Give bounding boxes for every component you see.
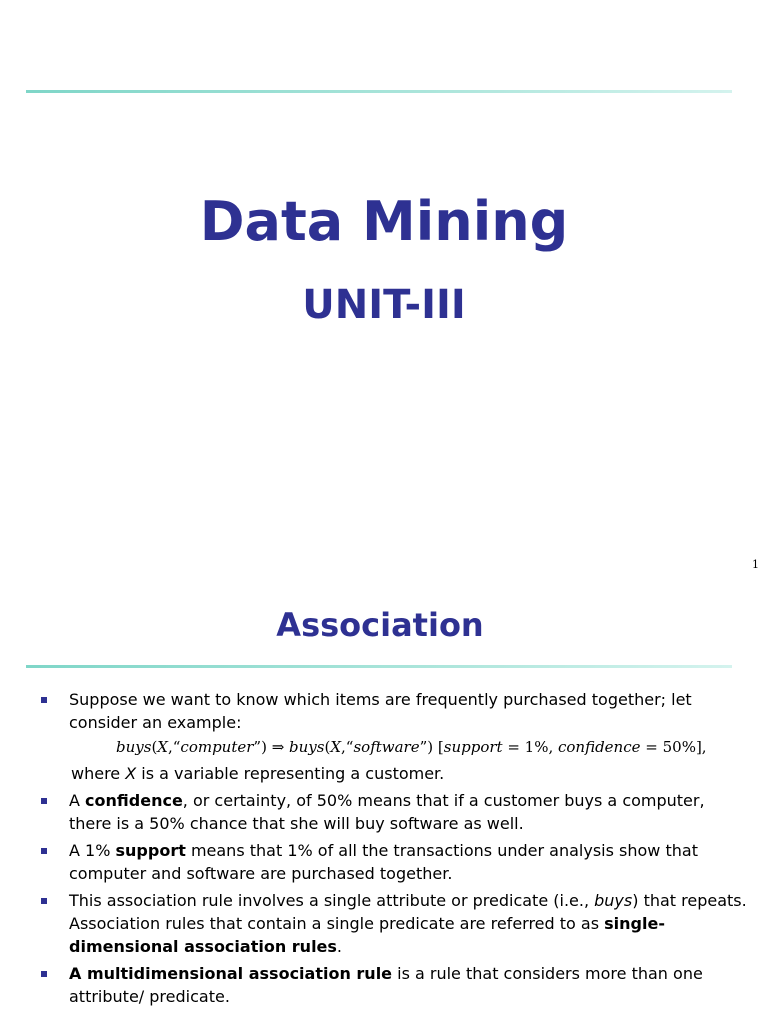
bullet-marker	[41, 898, 47, 904]
formula-explanation	[69, 762, 750, 785]
term-multidimensional: A multidimensional association rule	[69, 964, 393, 983]
slide-subtitle: UNIT-III	[302, 282, 466, 328]
bullet-item-multidimensional	[40, 962, 750, 1008]
bullet-item-single-dimensional	[40, 889, 750, 958]
formula-part: ,“	[167, 738, 181, 756]
bullet-item-example	[40, 688, 750, 785]
section-divider	[26, 665, 732, 668]
page-number: 1	[752, 558, 759, 571]
section-title: Association	[276, 606, 484, 644]
association-rule-formula	[69, 735, 750, 759]
bullet-marker	[41, 848, 47, 854]
text-segment: ) that repeats. Association rules that contain a single predicate are referred to as	[69, 891, 747, 933]
formula-part: buys	[289, 738, 325, 756]
formula-part: software	[353, 738, 420, 756]
formula-part: (	[151, 738, 158, 756]
text-segment: A	[69, 791, 86, 810]
formula-part: ”) [	[419, 738, 444, 756]
formula-part: computer	[180, 738, 254, 756]
formula-part: confidence	[557, 738, 641, 756]
bullet-marker	[41, 798, 47, 804]
text-segment: , or certainty, of 50% means that if a customer buys a computer, there is a 50% chance that she will buy software as well.	[69, 791, 705, 833]
formula-part: ”) ⇒	[253, 738, 290, 756]
text-segment: is a variable representing a customer.	[136, 764, 445, 783]
text-segment: X	[125, 764, 137, 783]
text-segment: where	[71, 764, 126, 783]
text-segment: A 1%	[69, 841, 116, 860]
formula-part: (	[324, 738, 331, 756]
formula-part: X	[157, 738, 168, 756]
bullet-text: Suppose we want to know which items are frequently purchased together; let consider an example:	[69, 690, 692, 732]
term-confidence: confidence	[85, 791, 183, 810]
slide-title: Data Mining	[199, 190, 569, 253]
formula-part: support	[443, 738, 503, 756]
bullet-marker	[41, 971, 47, 977]
bullet-list	[40, 688, 750, 1012]
formula-part: = 1%,	[502, 738, 558, 756]
top-divider	[26, 90, 732, 93]
formula-part: buys	[116, 738, 152, 756]
term-single-dimensional: single-dimensional association rules	[69, 914, 665, 956]
text-segment: buys	[594, 891, 633, 910]
text-segment: .	[336, 937, 343, 956]
formula-part: X	[330, 738, 342, 756]
text-segment: This association rule involves a single attribute or predicate (i.e.,	[69, 891, 595, 910]
term-support: support	[115, 841, 186, 860]
bullet-item-support	[40, 839, 750, 885]
formula-part: ,“	[341, 738, 354, 756]
formula-part: = 50%],	[640, 738, 707, 756]
text-segment: is a rule that considers more than one attribute/ predicate.	[69, 964, 703, 1006]
bullet-item-confidence	[40, 789, 750, 835]
text-segment: means that 1% of all the transactions under analysis show that computer and software are purchased together.	[69, 841, 698, 883]
bullet-marker	[41, 697, 47, 703]
